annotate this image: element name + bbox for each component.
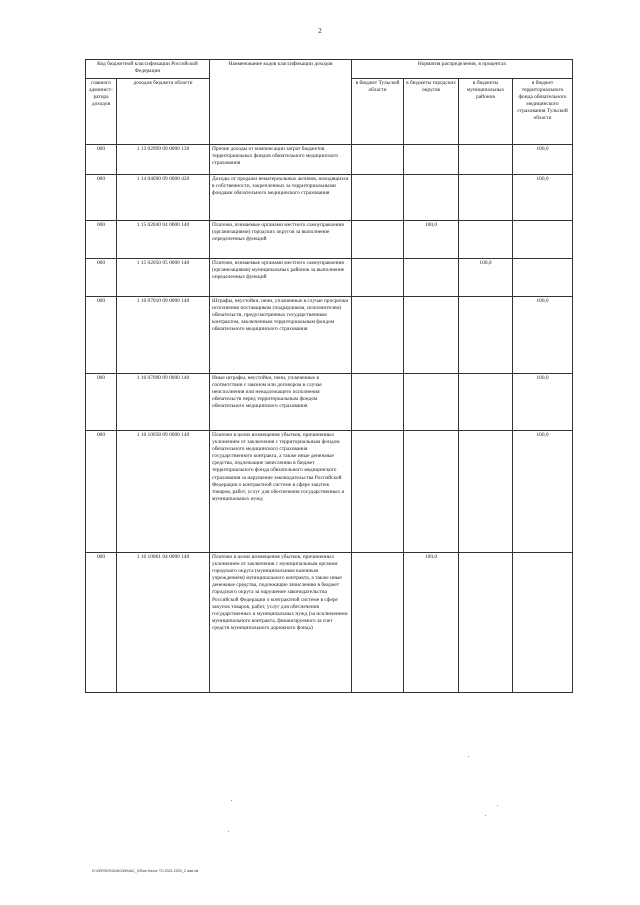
admin-code: 000: [86, 374, 117, 431]
norm-fund: [513, 553, 573, 693]
income-code: 1 16 07010 09 0000 140: [117, 297, 210, 374]
norm-region: [352, 553, 404, 693]
norm-city: [404, 175, 459, 221]
income-code: 1 16 07090 09 0000 140: [117, 374, 210, 431]
norm-fund: 100,0: [513, 374, 573, 431]
table-row: [86, 221, 573, 259]
table-row: [86, 553, 573, 693]
norm-city: [404, 259, 459, 297]
scan-speck: [231, 800, 232, 801]
income-code: 1 15 02040 04 0000 140: [117, 221, 210, 259]
table-row: [86, 297, 573, 374]
norm-region: [352, 431, 404, 553]
page-number: 2: [318, 27, 322, 35]
norm-city: [404, 431, 459, 553]
header-region: в бюджет Тульской области: [352, 79, 404, 145]
norm-municipal: [459, 553, 513, 693]
norm-city: [404, 145, 459, 175]
norm-city: [404, 297, 459, 374]
table-row: [86, 145, 573, 175]
income-code: 1 14 04090 09 0000 420: [117, 175, 210, 221]
income-name: Платежи в целях возмещения убытков, причиненных уклонением от заключения с территориальным фондом обязательного медицинского страхования государственного контракта, а также иные денежные средства, подлежащие зачислению в бюджет территориального фонда обязательного медицинского страхования за нарушение законодательства Российской Федерации о контрактной системе в сфере закупок товаров, работ, услуг для обеспечения государственных и муниципальных нужд: [210, 431, 352, 553]
income-code: 1 15 02050 05 0000 140: [117, 259, 210, 297]
income-code: 1 16 10061 04 0000 140: [117, 553, 210, 693]
norm-region: [352, 221, 404, 259]
norm-fund: 100,0: [513, 145, 573, 175]
header-fund: в бюджет территориального фонда обязательного медицинского страхования Тульской области: [513, 79, 573, 145]
admin-code: 000: [86, 553, 117, 693]
header-norms-group: Норматив распределения, в процентах: [352, 60, 573, 79]
norm-fund: 100,0: [513, 431, 573, 553]
norm-city: 100,0: [404, 553, 459, 693]
income-name: Доходы от продажи нематериальных активов, находящихся в собственности, закрепленных за территориальными фондами обязательного медицинского страхования: [210, 175, 352, 221]
table-row: [86, 175, 573, 221]
norm-region: [352, 374, 404, 431]
header-city: в бюджеты городских округов: [404, 79, 459, 145]
scan-speck: [228, 831, 229, 832]
admin-code: 000: [86, 431, 117, 553]
income-name: Платежи, взимаемые органами местного самоуправления (организациями) городских округов за выполнение определенных функций: [210, 221, 352, 259]
header-admin: главного админист-ратора доходов: [86, 79, 117, 145]
admin-code: 000: [86, 175, 117, 221]
norm-city: 100,0: [404, 221, 459, 259]
header-kbk-group: Код бюджетной классификации Российской Федерации: [86, 60, 210, 79]
scan-speck: [468, 756, 469, 757]
table-row: [86, 431, 573, 553]
income-name: Штрафы, неустойки, пени, уплаченные в случае просрочки исполнения поставщиком (подрядчиком, исполнителем) обязательств, предусмотренных государственным контрактом, заключенным территориальным фондом обязательного медицинского страхования: [210, 297, 352, 374]
income-name: Прочие доходы от компенсации затрат бюджетов территориальных фондов обязательного медицинского страхования: [210, 145, 352, 175]
header-name: Наименование кодов классификации доходов: [210, 60, 352, 145]
norm-municipal: [459, 431, 513, 553]
norm-region: [352, 145, 404, 175]
income-code: 1 16 10058 09 0000 140: [117, 431, 210, 553]
header-municipal: в бюджеты муниципальных районов: [459, 79, 513, 145]
norm-fund: 100,0: [513, 297, 573, 374]
norm-municipal: [459, 374, 513, 431]
table-row: [86, 259, 573, 297]
income-name: Платежи, взимаемые органами местного самоуправления (организациями) муниципальных районов за выполнение определенных функций: [210, 259, 352, 297]
norm-region: [352, 297, 404, 374]
norm-region: [352, 175, 404, 221]
admin-code: 000: [86, 145, 117, 175]
norm-municipal: [459, 145, 513, 175]
table-row: [86, 374, 573, 431]
scan-speck: [497, 805, 498, 806]
admin-code: 000: [86, 259, 117, 297]
revenue-distribution-table: [85, 59, 573, 693]
header-income: доходов бюджета области: [117, 79, 210, 145]
admin-code: 000: [86, 297, 117, 374]
norm-region: [352, 259, 404, 297]
norm-city: [404, 374, 459, 431]
admin-code: 000: [86, 221, 117, 259]
income-code: 1 13 02999 09 0000 130: [117, 145, 210, 175]
norm-municipal: 100,0: [459, 259, 513, 297]
norm-fund: [513, 259, 573, 297]
norm-municipal: [459, 175, 513, 221]
income-name: Иные штрафы, неустойки, пени, уплаченные в соответствии с законом или договором в случае неисполнения или ненадлежащего исполнения обязательств перед территориальным фондом обязательного медицинского страхования: [210, 374, 352, 431]
norm-municipal: [459, 221, 513, 259]
income-name: Платежи в целях возмещения убытков, причиненных уклонением от заключения с муниципальным органом городского округа (муниципальным казенным учреждением) муниципального контракта, а также иные денежные средства, подлежащие зачислению в бюджет городского округа за нарушение законодательства Российской Федерации о контрактной системе в сфере закупок товаров, работ, услуг для обеспечения государственных и муниципальных нужд (за исключением муниципального контракта, финансируемого за счет средств муниципального дорожного фонда): [210, 553, 352, 693]
footer-file-path: D:\VERSION\ZAKON\NAC_3\Пом.Налог ТО 2021-2023_2 изм.xls: [92, 869, 199, 873]
norm-municipal: [459, 297, 513, 374]
norm-fund: 100,0: [513, 175, 573, 221]
scan-speck: [485, 815, 486, 816]
norm-fund: [513, 221, 573, 259]
